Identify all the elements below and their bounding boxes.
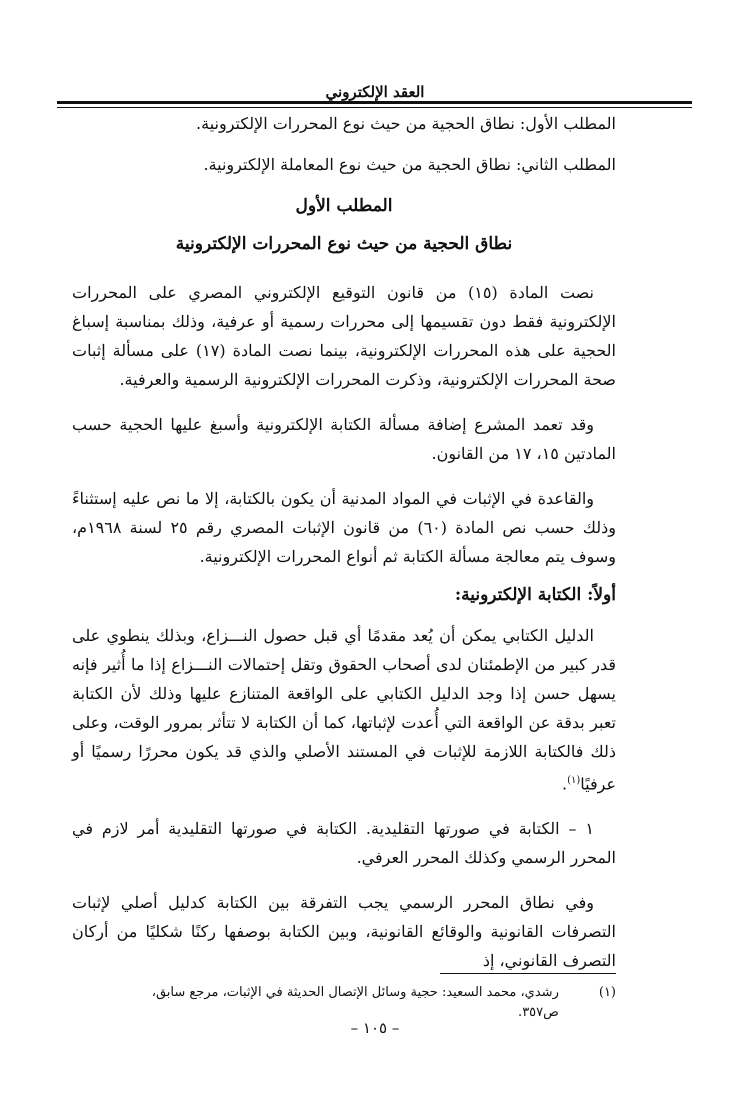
- header-rule-thin: [57, 107, 692, 108]
- page-number: – ١٠٥ –: [350, 1019, 400, 1037]
- section-title: المطلب الأول: [295, 196, 393, 216]
- paragraph-rule: والقاعدة في الإثبات في المواد المدنية أن يكون بالكتابة، إلا ما نص عليه إستثناءً وذلك حسب نص المادة (٦٠) من قانون الإثبات المصري رقم ٢٥ لسنة ١٩٦٨م، وسوف يتم معالجة مسألة الكتابة ثم أنواع المحررات الإلكترونية.: [72, 489, 616, 566]
- toc-line-1: المطلب الأول: نطاق الحجية من حيث نوع المحررات الإلكترونية.: [196, 114, 616, 133]
- page-body: [72, 112, 616, 991]
- footnote: [140, 983, 616, 1023]
- footnote-separator: [440, 973, 616, 974]
- paragraph-written-evidence-text: الدليل الكتابي يمكن أن يُعد مقدمًا أي قبل حصول النـــزاع، وبذلك ينطوي على قدر كبير من الإطمئنان لدى أصحاب الحقوق وتقل إحتمالات النـــزاع إذا ما أُثير فإنه يسهل حسن إذا وجد الدليل الكتابي على الواقعة المتنازع عليها وذلك لأن الكتابة تعبر بدقة عن الواقعة التي أُعدت لإثباتها، كما أن الكتابة لا تتأثر بمرور الوقت، وعلى ذلك فالكتابة اللازمة للإثبات في المستند الأصلي والذي قد يكون محررًا رسميًا أو عرفيًا: [72, 626, 616, 794]
- paragraph-written-evidence: الدليل الكتابي يمكن أن يُعد مقدمًا أي قبل حصول النـــزاع، وبذلك ينطوي على قدر كبير من الإطمئنان لدى أصحاب الحقوق وتقل إحتمالات النـــزاع إذا ما أُثير فإنه يسهل حسن إذا وجد الدليل الكتابي على الواقعة المتنازع عليها وذلك لأن الكتابة تعبر بدقة عن الواقعة التي أُعدت لإثباتها، كما أن الكتابة لا تتأثر بمرور الوقت، وعلى ذلك فالكتابة اللازمة للإثبات في المستند الأصلي والذي قد يكون محررًا رسميًا أو عرفيًا$^{(١)}$.: [72, 626, 616, 794]
- paragraph-official-document: وفي نطاق المحرر الرسمي يجب التفرقة بين الكتابة كدليل أصلي لإثبات التصرفات القانونية والوقائع القانونية، وبين الكتابة بوصفها ركنًا شكليًا من أركان التصرف القانوني، إذ: [72, 893, 616, 971]
- paragraph-traditional-writing: ١ – الكتابة في صورتها التقليدية. الكتابة في صورتها التقليدية أمر لازم في المحرر الرسمي وكذلك المحرر العرفي.: [72, 819, 616, 868]
- footnote-reference: (١): [567, 775, 581, 786]
- running-header: العقد الإلكتروني: [325, 83, 425, 101]
- section-subtitle: نطاق الحجية من حيث نوع المحررات الإلكترونية: [175, 234, 513, 254]
- footnote-text: رشدي، محمد السعيد: حجية وسائل الإتصال الحديثة في الإثبات، مرجع سابق، ص٣٥٧.: [151, 985, 559, 1020]
- toc-line-2: المطلب الثاني: نطاق الحجية من حيث نوع المعاملة الإلكترونية.: [203, 155, 616, 174]
- footnote-number: (١): [598, 985, 616, 1000]
- paragraph-article-15: نصت المادة (١٥) من قانون التوقيع الإلكتروني المصري على المحررات الإلكترونية فقط دون تقسيمها إلى محررات رسمية أو عرفية، وذلك بمناسبة إسباغ الحجية على هذه المحررات الإلكترونية، بينما نصت المادة (١٧) على مسألة إثبات صحة المحررات الإلكترونية، وذكرت المحررات الإلكترونية الرسمية والعرفية.: [72, 283, 617, 389]
- subheading-writing: أولاً: الكتابة الإلكترونية:: [454, 585, 616, 605]
- header-rule-thick: [57, 101, 692, 104]
- paragraph-legislator: وقد تعمد المشرع إضافة مسألة الكتابة الإلكترونية وأسبغ عليها الحجية حسب المادتين ١٥، ١٧ من القانون.: [72, 415, 616, 463]
